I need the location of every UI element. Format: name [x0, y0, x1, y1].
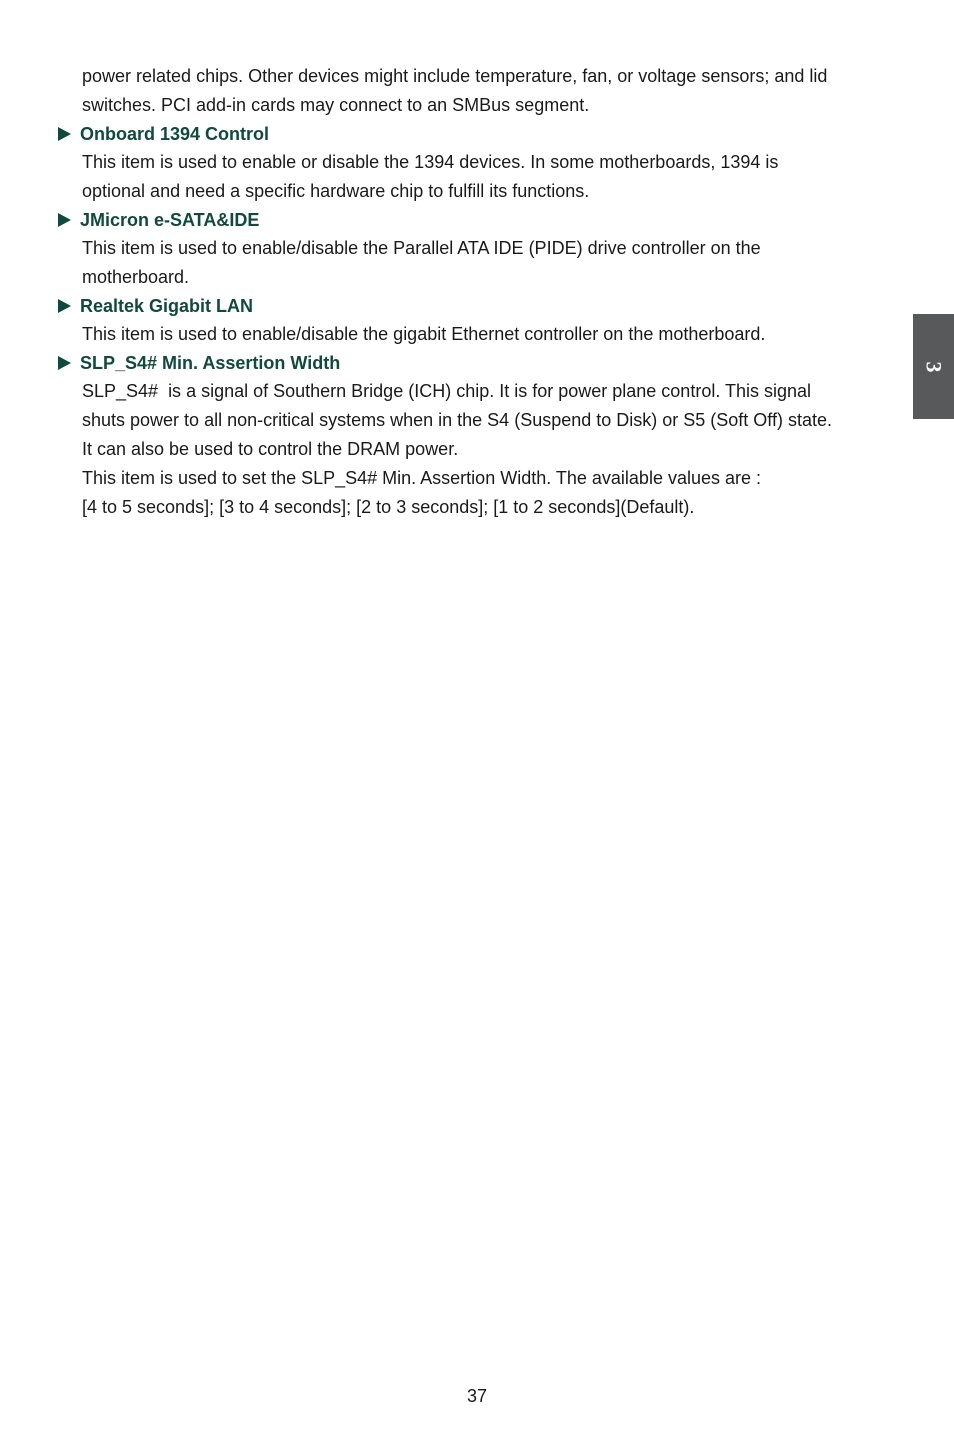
section-body: SLP_S4# is a signal of Southern Bridge (ICH) chip. It is for power plane control. This signal shuts power to all non-critical systems when in the S4 (Suspend to Disk) or S5 (Soft Off) state. It can also be used to control the DRAM power. This item is used to set the SLP_S4# Min. Assertion Width. The available values are : [4 to 5 seconds]; [3 to 4 seconds]; [2 to 3 seconds]; [1 to 2 seconds](Default). [82, 381, 832, 517]
right-triangle-icon [58, 213, 71, 227]
right-triangle-icon [58, 356, 71, 370]
section-heading-realtek-gigabit-lan [58, 292, 954, 320]
chapter-number: 3 [921, 361, 947, 372]
right-triangle-icon [58, 299, 71, 313]
section-title: Onboard 1394 Control [80, 124, 270, 144]
section-title: JMicron e-SATA&IDE [80, 210, 260, 230]
right-triangle-icon [58, 127, 71, 141]
page-number: 37 [466, 1386, 488, 1406]
section-body: This item is used to enable/disable the gigabit Ethernet controller on the motherboard. [82, 324, 766, 344]
section-heading-jmicron-esata-ide [58, 206, 954, 234]
intro-paragraph: power related chips. Other devices might include temperature, fan, or voltage sensors; and lid switches. PCI add-in cards may connect to an SMBus segment. [82, 66, 828, 115]
section-body: This item is used to enable or disable the 1394 devices. In some motherboards, 1394 is optional and need a specific hardware chip to fulfill its functions. [82, 152, 779, 201]
document-body [0, 62, 954, 522]
section-body: This item is used to enable/disable the Parallel ATA IDE (PIDE) drive controller on the motherboard. [82, 238, 761, 287]
section-heading-slp-s4-min-assertion-width [58, 349, 954, 377]
section-title: Realtek Gigabit LAN [80, 296, 254, 316]
section-heading-onboard-1394 [58, 120, 954, 148]
section-title: SLP_S4# Min. Assertion Width [80, 353, 341, 373]
chapter-tab [913, 314, 954, 419]
